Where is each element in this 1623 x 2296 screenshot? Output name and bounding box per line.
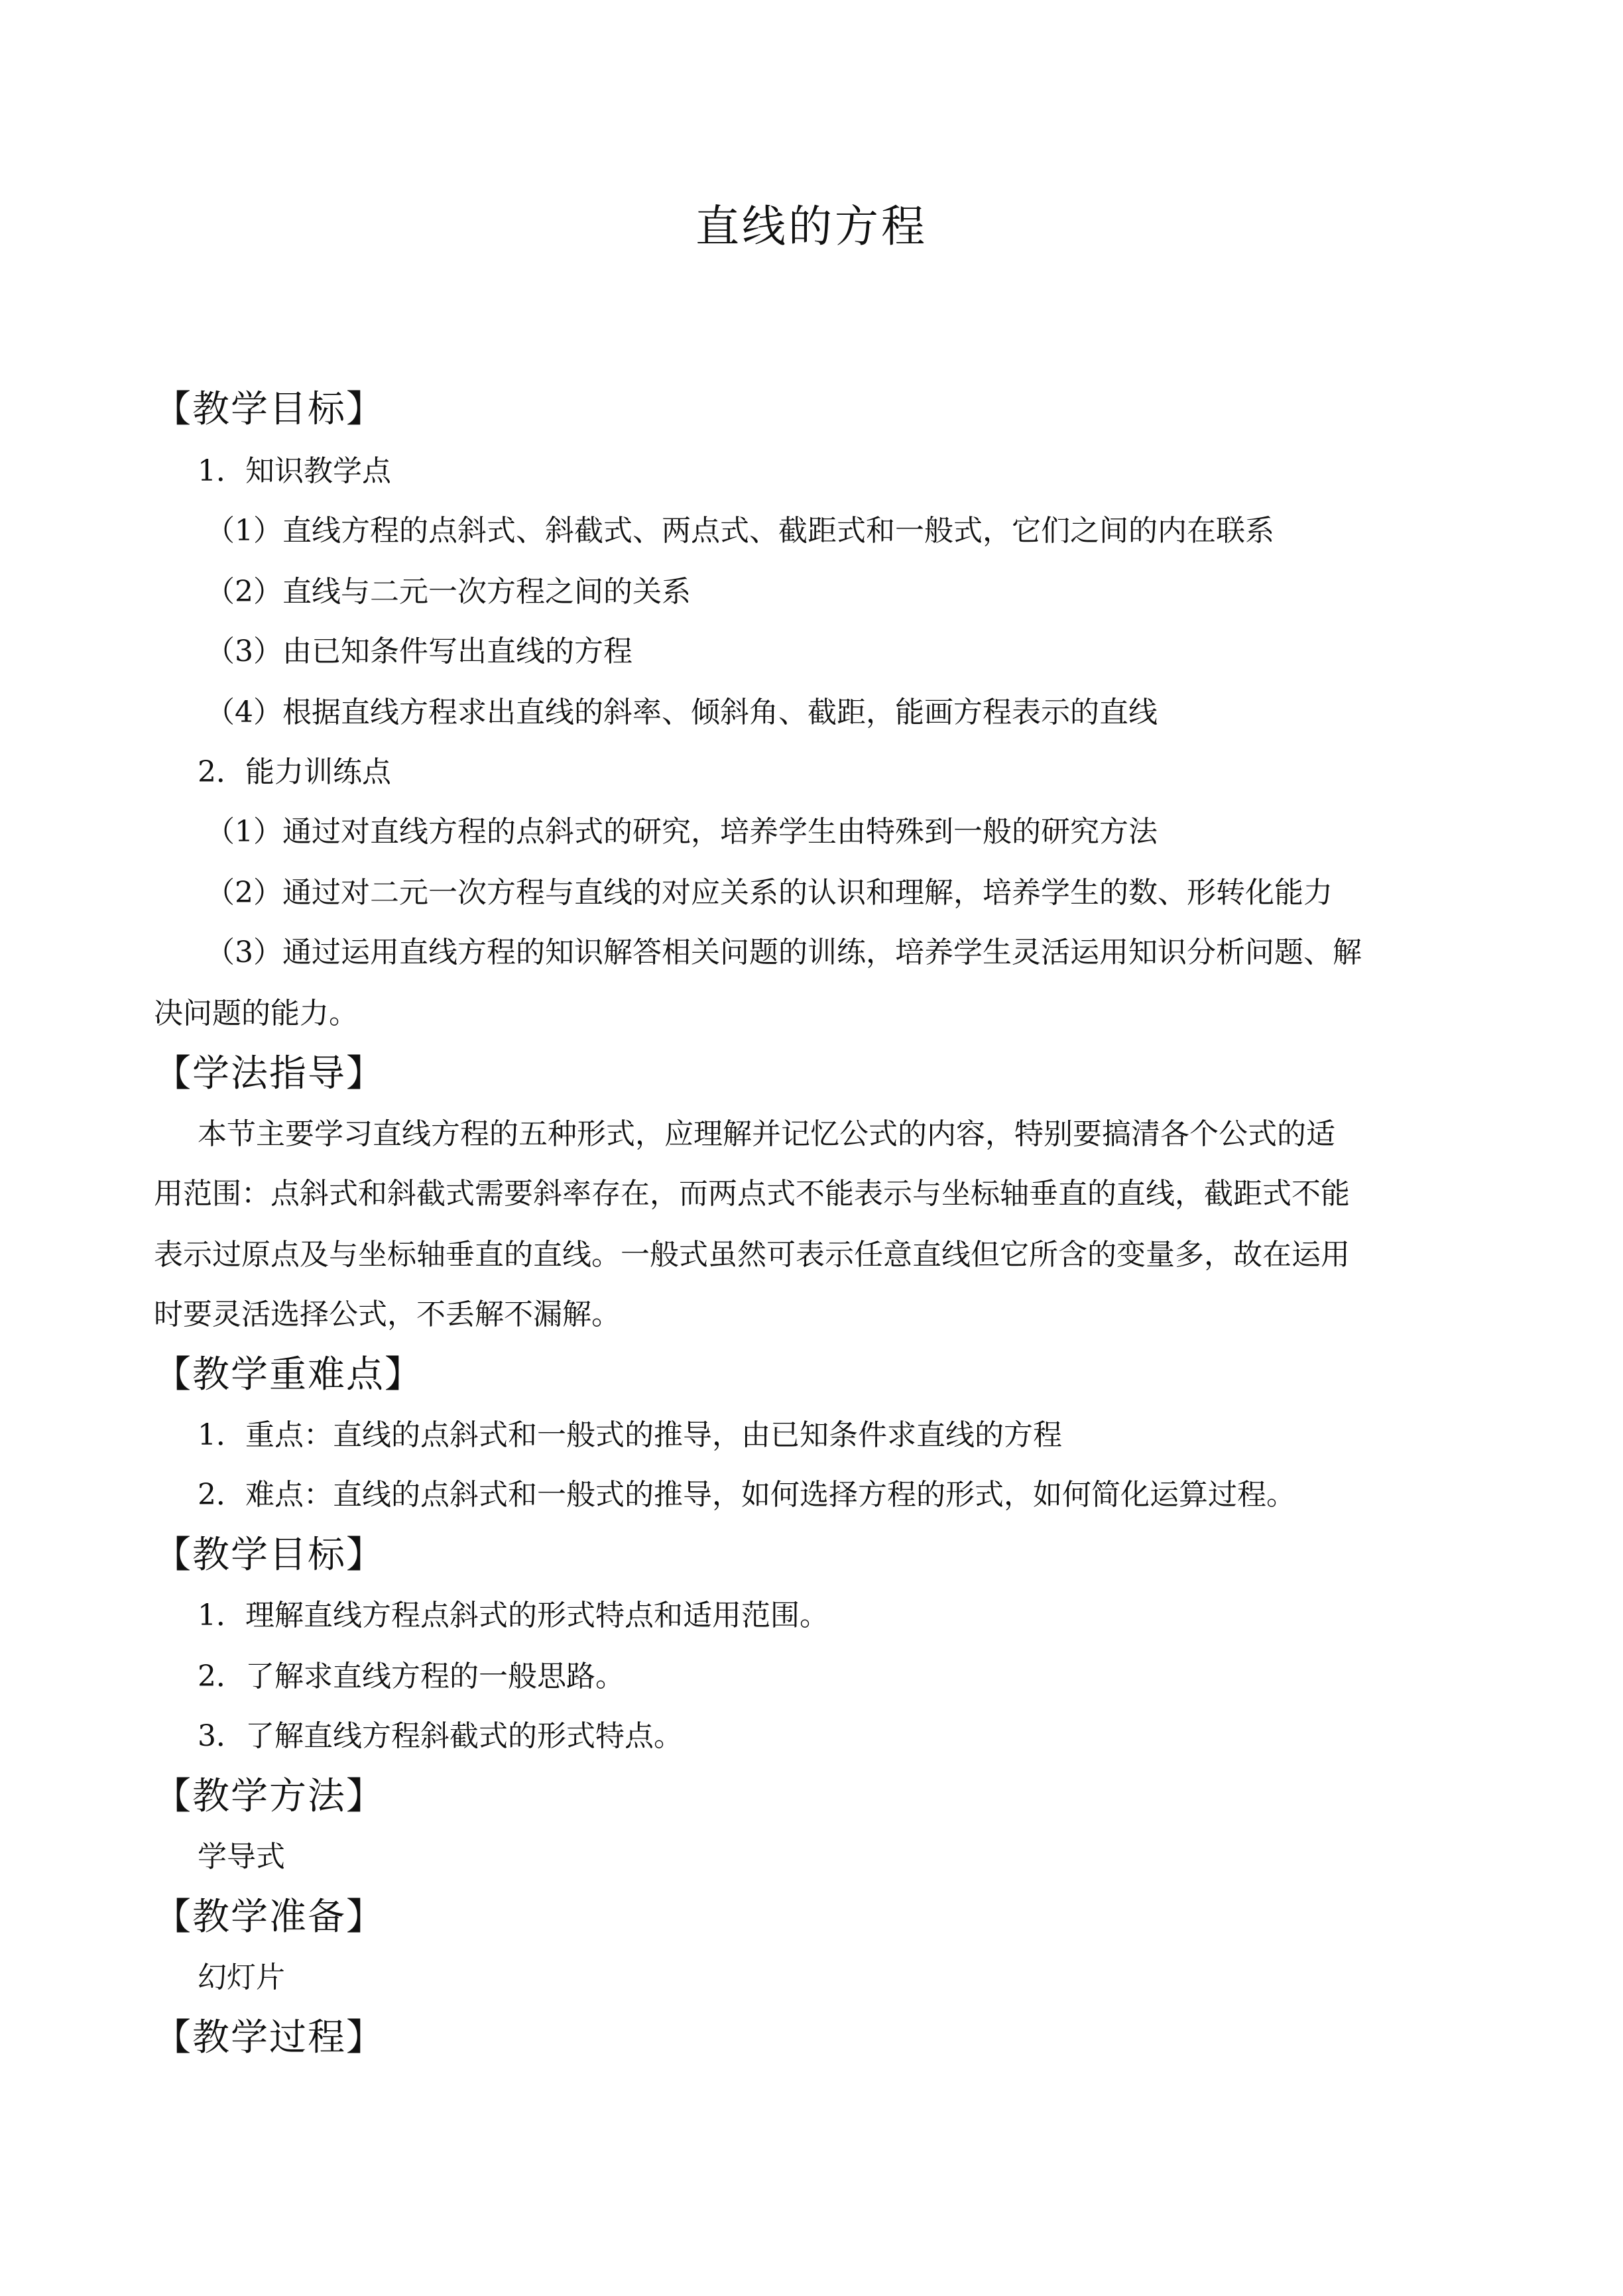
- method-guide-line: 表示过原点及与坐标轴垂直的直线。一般式虽然可表示任意直线但它所含的变量多，故在运用: [154, 1238, 1350, 1272]
- knowledge-item: （3）由已知条件写出直线的方程: [206, 634, 632, 668]
- method-guide-line: 时要灵活选择公式，不丢解不漏解。: [154, 1298, 621, 1331]
- section-heading-key-points: 【教学重难点】: [154, 1353, 423, 1396]
- method-guide-line: 用范围：点斜式和斜截式需要斜率存在，而两点式不能表示与坐标轴垂直的直线，截距式不能: [154, 1177, 1350, 1211]
- section-heading-goals: 【教学目标】: [154, 388, 385, 431]
- teaching-method-text: 学导式: [198, 1840, 285, 1874]
- knowledge-item: （2）直线与二元一次方程之间的关系: [206, 575, 691, 609]
- ability-item-continued: 决问题的能力。: [154, 997, 358, 1030]
- knowledge-item: （1）直线方程的点斜式、斜截式、两点式、截距式和一般式，它们之间的内在联系: [206, 514, 1274, 548]
- ability-item: （3）通过运用直线方程的知识解答相关问题的训练，培养学生灵活运用知识分析问题、解: [206, 936, 1362, 969]
- ability-title: 2．能力训练点: [198, 755, 391, 789]
- ability-item: （1）通过对直线方程的点斜式的研究，培养学生由特殊到一般的研究方法: [206, 815, 1158, 849]
- section-heading-preparation: 【教学准备】: [154, 1896, 385, 1939]
- goal-item: 1．理解直线方程点斜式的形式特点和适用范围。: [198, 1599, 829, 1632]
- section-heading-method-guide: 【学法指导】: [154, 1052, 385, 1095]
- document-title: 直线的方程: [695, 201, 928, 252]
- ability-item: （2）通过对二元一次方程与直线的对应关系的认识和理解，培养学生的数、形转化能力: [206, 876, 1333, 910]
- goal-item: 3．了解直线方程斜截式的形式特点。: [198, 1719, 683, 1753]
- key-point-item: 1．重点：直线的点斜式和一般式的推导，由已知条件求直线的方程: [198, 1418, 1062, 1452]
- goal-item: 2．了解求直线方程的一般思路。: [198, 1660, 625, 1693]
- method-guide-line: 本节主要学习直线方程的五种形式，应理解并记忆公式的内容，特别要搞清各个公式的适: [198, 1117, 1335, 1151]
- section-heading-teaching-method: 【教学方法】: [154, 1775, 385, 1818]
- key-point-item: 2．难点：直线的点斜式和一般式的推导，如何选择方程的形式，如何简化运算过程。: [198, 1478, 1295, 1512]
- section-heading-process: 【教学过程】: [154, 2016, 385, 2059]
- knowledge-item: （4）根据直线方程求出直线的斜率、倾斜角、截距，能画方程表示的直线: [206, 695, 1158, 729]
- section-heading-goals-2: 【教学目标】: [154, 1534, 385, 1577]
- knowledge-title: 1．知识教学点: [198, 454, 391, 488]
- preparation-text: 幻灯片: [198, 1961, 285, 1994]
